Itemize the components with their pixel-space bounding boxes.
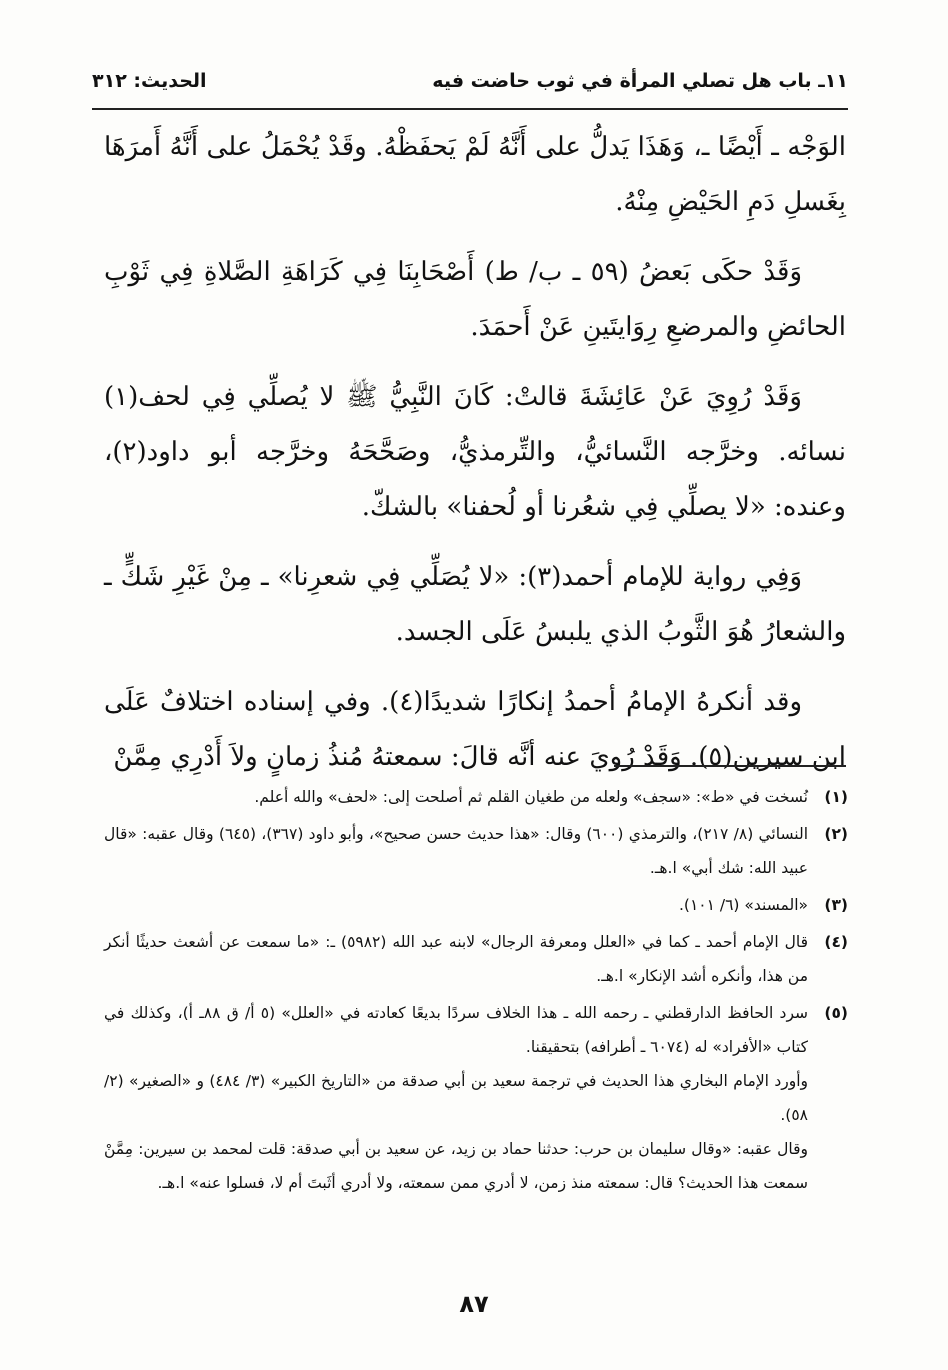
footnote-text: قال الإمام أحمد ـ كما في «العلل ومعرفة الرجال» لابنه عبد الله (٥٩٨٢) ـ: «ما سمعت عن أشعث حديثًا أنكر من هذا، وأنكره أشد الإنكار» ا.هـ. (104, 933, 809, 985)
footnote-number: (٤) (824, 933, 848, 951)
page-number: ٨٧ (459, 1290, 489, 1318)
footnote-divider (614, 765, 846, 767)
footnote-text: وأورد الإمام البخاري هذا الحديث في ترجمة سعيد بن أبي صدقة من «التاريخ الكبير» (٣/ ٤٨٤) و «الصغير» (٢/ ٥٨). (104, 1072, 808, 1124)
footnote (104, 817, 848, 885)
footnote-text: وقال عقبه: «وقال سليمان بن حرب: حدثنا حماد بن زيد، عن سعيد بن أبي صدقة: قلت لمحمد بن سيرين: مِمَّنْ سمعت هذا الحديث؟ قال: سمعته منذ زمن، لا أدري ممن سمعته، ولا أدري أثَبتَ أم لا، فسلوا عنه» ا.هـ. (104, 1140, 808, 1192)
footnote-text: «المسند» (٦/ ١٠١). (678, 896, 808, 914)
footnote-number: (٥) (824, 1004, 848, 1022)
footnote (104, 780, 848, 814)
running-header (92, 66, 848, 110)
paragraph: الوَجْه ـ أَيْضًا ـ، وَهَذَا يَدلُّ على أَنَّهُ لَمْ يَحفَظْهُ. وقَدْ يُحْمَلُ على أَنَّهُ أَمرَهَا بِغَسلِ دَمِ الحَيْضِ مِنْهُ. (104, 132, 846, 217)
footnote-number: (٣) (824, 896, 848, 914)
footnote (104, 888, 848, 922)
paragraph: وَقَدْ حكَى بَعضُ (٥٩ ـ ب/ ط) أَصْحَابِنَا فِي كَرَاهَةِ الصَّلاةِ فِي ثَوْبِ الحائضِ والمرضعِ رِوَايتَينِ عَنْ أَحمَدَ. (104, 257, 846, 342)
footnote (104, 996, 848, 1200)
footnote-number: (٢) (824, 825, 848, 843)
footnote-text: نُسخت في «ط»: «سجف» ولعله من طغيان القلم ثم أصلحت إلى: «لحف» والله أعلم. (254, 788, 808, 806)
footnotes (104, 780, 848, 1203)
paragraph: وَقَدْ رُوِيَ عَنْ عَائِشَةَ قالتْ: كَانَ النَّبِيُّ ﷺ لا يُصلِّي فِي لحف(١) نسائه. وخرَّجه النَّسائيُّ، والتِّرمذيُّ، وصَحَّحَهُ وخرَّجه أبو داود(٢)، وعنده: «لا يصلِّي فِي شعُرنا أو لُحفنا» بالشكّ. (104, 382, 846, 522)
footnote-text: سرد الحافظ الدارقطني ـ رحمه الله ـ هذا الخلاف سردًا بديعًا كعادته في «العلل» (٥ أ/ ق ٨٨ـ أ)، وكذلك في كتاب «الأفراد» له (٦٠٧٤ ـ أطرافه) بتحقيقنا. (104, 1004, 808, 1056)
main-text (104, 120, 846, 800)
chapter-title: ١١ـ باب هل تصلي المرأة في ثوب حاضت فيه (432, 70, 848, 92)
paragraph: وقد أنكرهُ الإمامُ أحمدُ إنكارًا شديدًا(٤). وفي إسناده اختلافٌ عَلَى ابن سيرين(٥). وَقَدْ رُويَ عنه أنَّه قالَ: سمعتهُ مُنذُ زمانٍ ولاَ أَدْرِي مِمَّنْ (104, 687, 846, 772)
paragraph: وَفِي رواية للإمام أحمد(٣): «لا يُصَلِّي فِي شعرِنا» ـ مِنْ غَيْرِ شَكٍّ ـ والشعارُ هُوَ الثَّوبُ الذي يلبسُ عَلَى الجسد. (104, 562, 846, 647)
footnote (104, 925, 848, 993)
footnote-text: النسائي (٨/ ٢١٧)، والترمذي (٦٠٠) وقال: «هذا حديث حسن صحيح»، وأبو داود (٣٦٧)، (٦٤٥) وقال عقبه: «قال عبيد الله: شك أبي» ا.هـ. (104, 825, 809, 877)
footnote-number: (١) (824, 788, 848, 806)
hadith-number: الحديث: ٣١٢ (92, 70, 207, 92)
